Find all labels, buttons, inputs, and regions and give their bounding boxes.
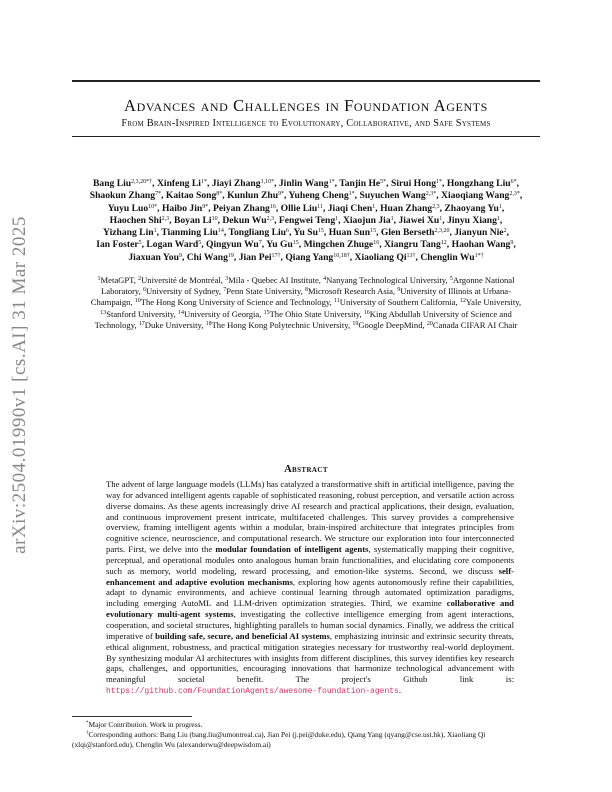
author-name: Jiaxuan You	[128, 251, 179, 263]
affiliation: $^5$Argonne National Laboratory,	[101, 275, 515, 297]
author-affiliation-mark: 9	[510, 240, 514, 247]
author: Peiyan Zhang$^{16}$,	[213, 202, 279, 214]
footnote-text: Major Contribution. Work in progress.	[88, 720, 203, 729]
affiliation-name: MetaGPT	[100, 275, 134, 285]
top-rule	[72, 80, 540, 82]
author-name: Yu Gu	[266, 239, 293, 251]
footnote-rule	[72, 716, 192, 717]
author: Qingyun Wu$^7$,	[206, 239, 265, 251]
author-name: Logan Ward	[146, 239, 199, 251]
affiliation-mark: 3	[225, 276, 229, 282]
affiliation: $^9$University of Illinois at Urbana-Champaign,	[90, 286, 511, 308]
author-affiliation-mark: 14	[217, 228, 224, 235]
author: Xiaoliang $Qi^{13\dagger}$,	[354, 251, 418, 263]
affiliation-mark: 20	[426, 320, 433, 327]
author-affiliation-mark: 11	[317, 203, 323, 210]
affiliation-name: Canada CIFAR AI Chair	[432, 319, 518, 330]
author: Jianyun Nie$^2$,	[454, 227, 509, 239]
author-name: Glen Berseth	[380, 227, 435, 239]
author-name: Qiang Yang	[285, 251, 334, 263]
affiliation-mark: 2	[138, 276, 142, 282]
author-name: Suyuchen Wang	[359, 190, 426, 202]
affiliation-name: Université de Montréal	[141, 275, 221, 285]
author-affiliation-mark: 9*	[202, 203, 209, 210]
author-name: Chi Wang	[186, 251, 228, 263]
author: Jiayi Zhang$^{1,10*}$,	[211, 178, 277, 189]
author: Bang Liu$^{2,3,20*\dagger}$,	[93, 178, 155, 189]
affiliation-name: The Ohio State University	[269, 308, 360, 319]
author-affiliation-mark: 1	[335, 215, 339, 222]
abstract-emphasis: collaborative and evolutionary multi-agent systems	[106, 598, 514, 620]
author: Jinlin Wang$^{1*}$,	[278, 178, 337, 189]
author-name: Ian Foster	[96, 239, 139, 251]
author-name: Chenglin Wu	[420, 251, 475, 263]
affiliation-mark: 18	[205, 320, 212, 327]
author-name: Yuyu Luo	[107, 202, 149, 214]
author-name: Haochen Shi	[109, 214, 162, 226]
affiliation-mark: 10	[134, 298, 141, 305]
author-name: Xiaojun Jia	[342, 214, 391, 226]
author-affiliation-mark: 19	[227, 252, 234, 259]
author: Huan Sun$^{15}$,	[328, 227, 379, 239]
arxiv-identifier	[6, 170, 34, 600]
author: Logan Ward$^5$,	[146, 239, 204, 251]
author-affiliation-mark: 2,3*	[509, 191, 520, 198]
affiliation-mark: 15	[263, 309, 270, 316]
author: Xiangru Tang$^{12}$,	[384, 239, 450, 251]
author-name: Jianyun Nie	[454, 227, 504, 239]
affiliation-mark: 9	[397, 287, 401, 294]
author-affiliation-mark: 16	[373, 240, 380, 247]
affiliation: $^3$Mila - Quebec AI Institute,	[225, 275, 321, 285]
affiliation-mark: 7	[223, 287, 227, 294]
author-affiliation-mark: 5	[198, 240, 202, 247]
author-affiliation-mark: 15	[317, 228, 324, 235]
author-name: Tanjin He	[339, 178, 381, 189]
affiliation-name: The Hong Kong Polytechnic University	[211, 319, 349, 330]
author-affiliation-mark: 10	[211, 215, 218, 222]
author-affiliation-mark: 1*†	[474, 252, 484, 259]
author-name: Kaitao Song	[165, 190, 217, 202]
abstract-emphasis: self-enhancement and adaptive evolution mechanisms	[106, 565, 514, 587]
author: Xinfeng $Li^{1*}$,	[156, 178, 210, 189]
footnote-text: Corresponding authors: Bang Liu (bang.liu@umontreal.ca), Jian Pei (j.pei@duke.edu), Qiang Yang (qyang@cse.ust.hk), Xiaoliang Qi (xlqi@stanford.edu), Chenglin Wu (alexanderwu@deepwisdom.ai)	[72, 729, 486, 749]
affiliation: $^7$Penn State University,	[223, 286, 303, 297]
author-name: Yuheng Cheng	[288, 190, 349, 202]
author: Qiang Yang$^{10,18\dagger}$,	[285, 251, 353, 263]
author: Tongliang Liu$^6$,	[228, 227, 292, 239]
author-name: Dekun Wu	[222, 214, 267, 226]
footnotes	[72, 720, 540, 749]
footnote-mark: *	[86, 721, 89, 726]
affiliation-mark: 1	[97, 276, 101, 282]
abstract-emphasis: modular foundation of intelligent agents	[215, 544, 369, 555]
author: Mingchen Zhuge$^{16}$,	[303, 239, 382, 251]
author-affiliation-mark: 1	[153, 228, 157, 235]
author: Tanjin $He^{5*}$,	[339, 178, 389, 189]
affiliation: $^{16}$King Abdullah University of Science and Technology,	[94, 308, 512, 330]
author-affiliation-mark: 2,3	[161, 215, 170, 222]
author-name: Jinyu Xiang	[447, 214, 497, 226]
author-affiliation-mark: 2	[503, 228, 507, 235]
affiliation-mark: 19	[352, 320, 359, 327]
author-name: Xiangru Tang	[384, 239, 441, 251]
affiliation	[427, 320, 518, 330]
affiliation-name: University of Southern California	[339, 297, 456, 308]
affiliation-mark: 5	[449, 276, 453, 282]
author-name: Zhaoyang Yu	[444, 202, 499, 214]
author: Yuyu Luo$^{10*}$,	[107, 202, 160, 214]
author: Yuheng Cheng$^{1*}$,	[288, 190, 358, 202]
author: Glen Berseth$^{2,3,20}$,	[380, 227, 452, 239]
affiliation: $^6$University of Sydney,	[142, 286, 222, 297]
author-affiliation-mark: 15	[292, 240, 299, 247]
author-affiliation-mark: 2,3	[266, 215, 275, 222]
author-affiliation-mark: 1*	[348, 191, 355, 198]
author-name: Bang Liu	[93, 178, 132, 189]
affiliation-name: King Abdullah University of Science and Technology	[94, 308, 512, 330]
author-affiliation-mark: 10,18†	[333, 252, 350, 259]
author-name: Tianming Liu	[161, 227, 218, 239]
affiliation-name: Google DeepMind	[358, 319, 423, 330]
author-affiliation-mark: 1*	[436, 179, 443, 185]
affiliation-name: University of Georgia	[183, 308, 260, 319]
author-affiliation-mark: 1*	[328, 179, 335, 185]
affiliation-mark: 12	[459, 298, 466, 305]
author-affiliation-mark: 10*	[148, 203, 158, 210]
author-name: Jiaqi Chen	[327, 202, 373, 214]
affiliation: $^{18}$The Hong Kong Polytechnic University,	[205, 319, 351, 330]
author: Jiaqi Chen$^1$,	[327, 202, 378, 214]
author: Sirui Hong$^{1*}$,	[390, 178, 445, 189]
footnote-major-contribution	[72, 720, 540, 730]
affiliation-name: Mila - Quebec AI Institute	[228, 275, 319, 285]
author-name: Jian Pei	[238, 251, 272, 263]
author: Boyan Li$^{10}$,	[173, 214, 220, 226]
author-name: Ollie Liu	[280, 202, 318, 214]
affiliation: $^{12}$Yale University,	[459, 297, 522, 308]
title-block	[72, 96, 540, 131]
author-name: Kunlun Zhu	[227, 190, 279, 202]
affiliation: $^2$Université de Montréal,	[138, 275, 223, 285]
author: Ollie Liu$^{11}$,	[280, 202, 326, 214]
author-name: Yizhang Lin	[103, 227, 154, 239]
author: Jian Pei$^{17\dagger}$,	[238, 251, 283, 263]
author: Jiawei Xu$^1$,	[398, 214, 445, 226]
abstract-body	[106, 479, 514, 698]
author: Huan Zhang$^{2,3}$,	[380, 202, 442, 214]
title-bottom-rule	[72, 136, 540, 137]
affiliation-mark: 11	[333, 298, 340, 305]
affiliation-name: Yale University	[465, 297, 520, 308]
affiliation: $^1$MetaGPT,	[97, 275, 136, 285]
author-affiliation-mark: 2,3,20	[434, 228, 450, 235]
abstract-text: .	[398, 685, 402, 696]
author-name: Xinfeng Li	[156, 178, 201, 189]
author-affiliation-mark: 9*	[278, 191, 285, 198]
affiliation: $^{14}$University of Georgia,	[177, 308, 262, 319]
abstract-heading: Abstract	[284, 464, 328, 475]
affiliation: $^8$Microsoft Research Asia,	[304, 286, 396, 297]
author-affiliation-mark: 7	[258, 240, 262, 247]
github-link[interactable]: https://github.com/FoundationAgents/awesome-foundation-agents	[106, 687, 399, 697]
author-name: Haohan Wang	[451, 239, 511, 251]
author-affiliation-mark: 8*	[216, 191, 223, 198]
affiliation-name: Nanyang Technological University	[326, 275, 446, 285]
affiliation-name: Stanford University	[106, 308, 174, 319]
affiliation-mark: 6	[142, 287, 146, 294]
affiliation: $^4$Nanyang Technological University,	[323, 275, 448, 285]
author: Suyuchen Wang$^{2,3*}$,	[359, 190, 439, 202]
affiliation: $^{15}$The Ohio State University,	[263, 308, 362, 319]
author: Jinyu Xiang$^1$,	[447, 214, 503, 226]
affiliation-name: University of Illinois at Urbana-Champaign	[90, 286, 511, 308]
author-name: Shaokun Zhang	[89, 190, 156, 202]
author: Haochen Shi$^{2,3}$,	[109, 214, 172, 226]
author	[420, 252, 483, 263]
affiliation-list	[88, 275, 524, 331]
author-name: Huan Sun	[328, 227, 371, 239]
abstract-text: , investigating the collective intelligence emerging from agent interactions, cooperation, and societal structures, highlighting parallels to human social dynamics. Finally, we address the critical imperative of	[106, 609, 514, 641]
author: Hongzhang Liu$^{6*}$,	[446, 178, 519, 189]
author-name: Hongzhang Liu	[446, 178, 511, 189]
author: Haohan Wang$^9$,	[451, 239, 516, 251]
author-affiliation-mark: 1	[498, 203, 502, 210]
author-affiliation-mark: 2,3,20*†	[131, 179, 153, 185]
affiliation-mark: 8	[304, 287, 308, 294]
author-name: Jiayi Zhang	[211, 178, 261, 189]
affiliation: $^{19}$Google DeepMind,	[352, 319, 425, 330]
abstract-emphasis: building safe, secure, and beneficial AI systems	[155, 630, 330, 641]
author-affiliation-mark: 5	[138, 240, 142, 247]
author: Xiaoqiang Wang$^{2,3*}$,	[441, 190, 523, 202]
author: Zhaoyang Yu$^1$,	[444, 202, 505, 214]
abstract-text: , systematically mapping their cognitive, perceptual, and operational modules onto analogous human brain functionalities, and elucidating core components such as memory, world modeling, reward processing, and emotion-like systems. Second, we discuss	[106, 544, 514, 576]
author: Yu Gu$^{15}$,	[266, 239, 302, 251]
author-affiliation-mark: 2,3*	[425, 191, 437, 198]
author-affiliation-mark: 9	[178, 252, 182, 259]
arxiv-identifier-text: arXiv:2504.01990v1 [cs.AI] 31 Mar 2025	[9, 216, 30, 554]
author-name: Sirui Hong	[390, 178, 437, 189]
abstract-text: , exploring how agents autonomously refine their capabilities, adapt to dynamic environments, and achieve continual learning through automated optimization paradigms, including emerging AutoML and LLM-driven optimization strategies. Third, we examine	[106, 576, 514, 609]
author: Dekun Wu$^{2,3}$,	[222, 214, 277, 226]
author-affiliation-mark: 16	[269, 203, 276, 210]
author: Fengwei Teng$^1$,	[278, 214, 341, 226]
author: Jiaxuan You$^9$,	[128, 251, 185, 263]
author-affiliation-mark: 2,3	[432, 203, 440, 210]
affiliation-mark: 16	[363, 309, 370, 316]
affiliation: $^{13}$Stanford University,	[100, 308, 176, 319]
author-affiliation-mark: 1,10*	[260, 179, 275, 185]
author-name: Qingyun Wu	[206, 239, 259, 251]
affiliation-mark: 17	[138, 320, 145, 327]
author-affiliation-mark: 1	[372, 203, 376, 210]
author: Xiaojun Jia$^1$,	[342, 214, 397, 226]
affiliation: $^{11}$University of Southern California,	[333, 297, 458, 308]
author: Yizhang Lin$^1$,	[103, 227, 159, 239]
paper-subtitle: From Brain-Inspired Intelligence to Evolutionary, Collaborative, and Safe Systems	[121, 118, 491, 129]
author-affiliation-mark: 5*	[380, 179, 387, 185]
author-name: Tongliang Liu	[228, 227, 286, 239]
author-name: Boyan Li	[173, 214, 212, 226]
affiliation-name: Duke University	[144, 319, 202, 330]
author: Chi Wang$^{19}$,	[186, 251, 237, 263]
author-affiliation-mark: 1	[390, 215, 394, 222]
author: Yu Su$^{15}$,	[293, 227, 327, 239]
affiliation: $^{10}$The Hong Kong University of Science and Technology,	[134, 297, 332, 308]
affiliation-name: Argonne National Laboratory	[101, 275, 515, 297]
affiliation-mark: 14	[177, 309, 184, 316]
affiliation-mark: 13	[100, 309, 107, 316]
footnote-mark: †	[86, 730, 89, 736]
affiliation-name: Penn State University	[226, 286, 301, 297]
affiliation-name: Microsoft Research Asia	[307, 286, 393, 297]
author-affiliation-mark: 6*	[510, 179, 517, 185]
author-affiliation-mark: 12	[440, 240, 447, 247]
author: Haibo Jin$^{9*}$,	[161, 202, 211, 214]
author-affiliation-mark: 1*	[200, 179, 207, 185]
author: Shaokun Zhang$^{7*}$,	[89, 190, 164, 202]
author: Kunlun Zhu$^{9*}$,	[227, 190, 287, 202]
author-name: Fengwei Teng	[278, 214, 336, 226]
author-name: Huan Zhang	[380, 202, 433, 214]
author-name: Mingchen Zhuge	[303, 239, 374, 251]
author-name: Jiawei Xu	[398, 214, 440, 226]
author: Tianming Liu$^{14}$,	[161, 227, 227, 239]
affiliation-mark: 4	[323, 276, 327, 282]
author-affiliation-mark: 7*	[155, 191, 162, 198]
author-name: Peiyan Zhang	[213, 202, 270, 214]
affiliation-name: The Hong Kong University of Science and Technology	[140, 297, 330, 308]
author-name: Xiaoqiang Wang	[441, 190, 510, 202]
author-name: Jinlin Wang	[278, 178, 329, 189]
author-name: Yu Su	[293, 227, 318, 239]
affiliation-name: University of Sydney	[145, 286, 219, 297]
author-name: Xiaoliang Qi	[354, 251, 407, 263]
footnote-corresponding-authors	[72, 730, 540, 750]
author-affiliation-mark: 1	[496, 215, 500, 222]
author: Ian Foster$^5$,	[96, 239, 144, 251]
author: Kaitao Song$^{8*}$,	[165, 190, 225, 202]
paper-title: Advances and Challenges in Foundation Agents	[124, 96, 488, 115]
author-affiliation-mark: 15	[370, 228, 377, 235]
author-affiliation-mark: 6	[286, 228, 289, 235]
abstract-text: , emphasizing intrinsic and extrinsic security threats, ethical alignment, robustness, and practical mitigation strategies necessary for trustworthy real-world deployment. By synthesizing modular AI architectures with insights from different disciplines, this survey identifies key research gaps, challenges, and opportunities, encouraging innovations that harmonize technological advancement with meaningful societal benefit. The project's Github link is:	[106, 630, 514, 685]
author-list	[86, 178, 526, 264]
affiliation: $^{17}$Duke University,	[138, 319, 204, 330]
author-affiliation-mark: 17†	[271, 252, 281, 259]
author-name: Haibo Jin	[161, 202, 203, 214]
author-affiliation-mark: 1	[439, 215, 443, 222]
abstract-text: The advent of large language models (LLMs) has catalyzed a transformative shift in artificial intelligence, paving the way for advanced intelligent agents capable of sophisticated reasoning, robust perception, and versatile action across diverse domains. As these agents increasingly drive AI research and practical applications, their design, evaluation, and continuous improvement present intricate, multifaceted challenges. This survey provides a comprehensive overview, framing intelligent agents within a modular, brain-inspired architecture that integrates principles from cognitive science, neuroscience, and computational research. We structure our exploration into four interconnected parts. First, we delve into the	[106, 479, 514, 555]
author-affiliation-mark: 13†	[406, 252, 416, 259]
